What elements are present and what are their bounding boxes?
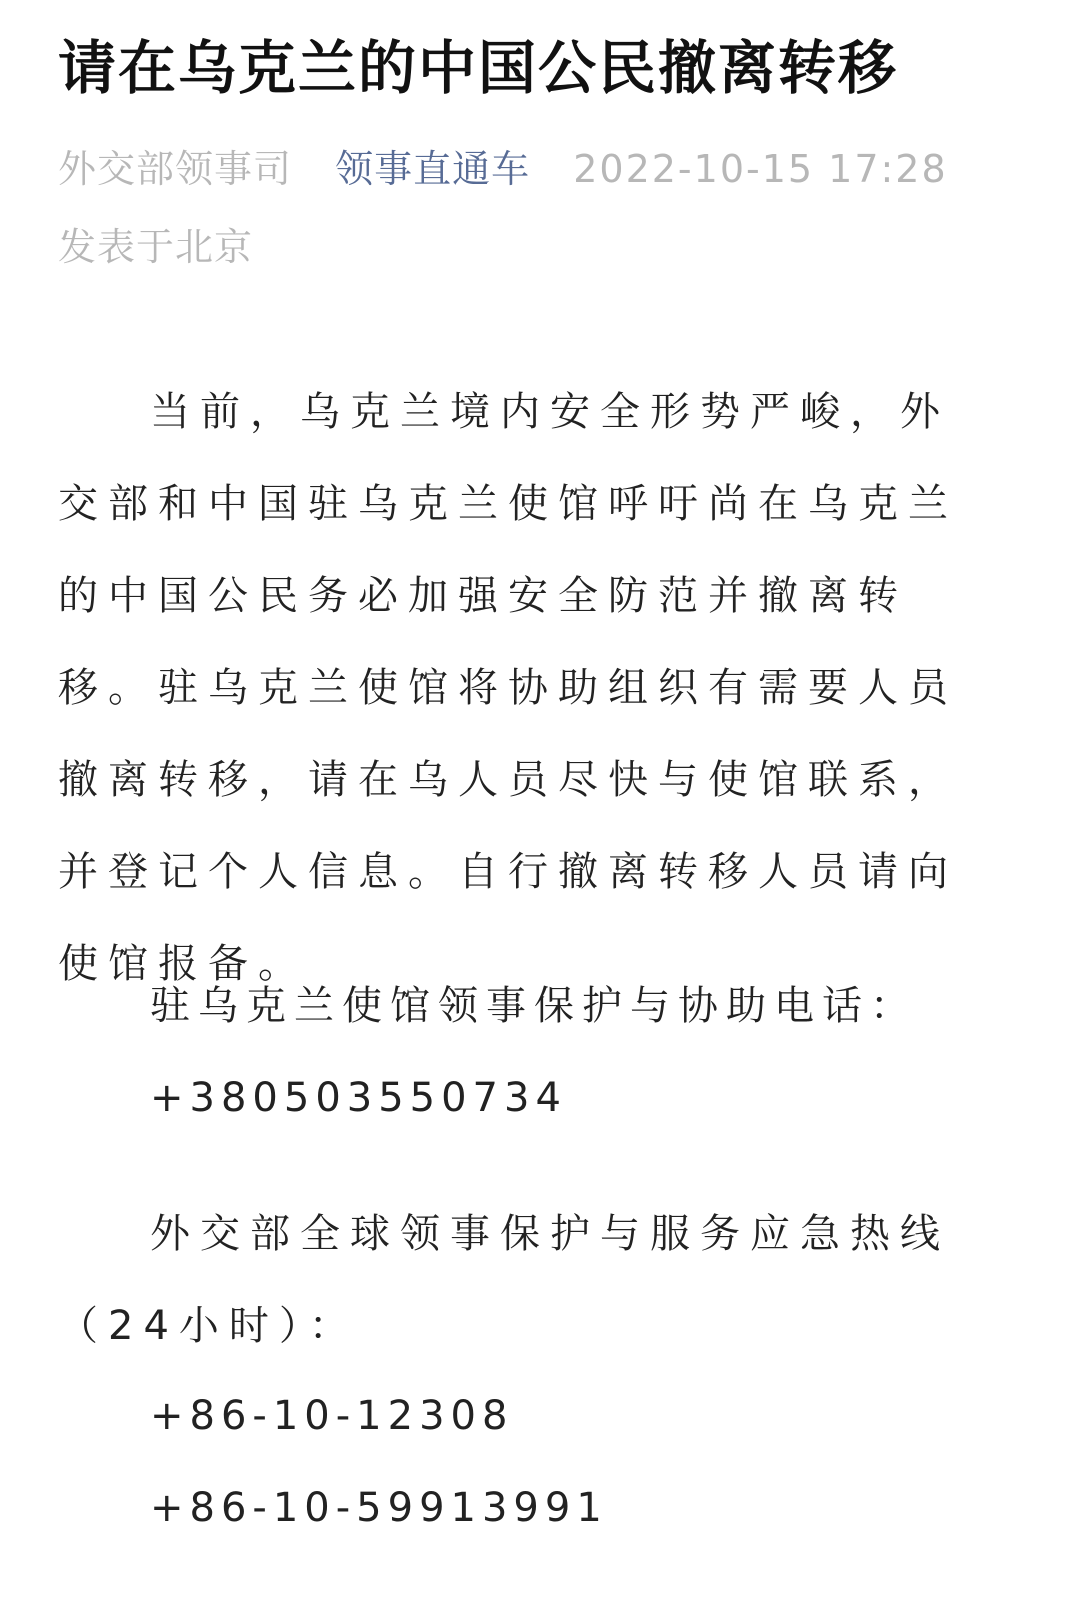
embassy-phone: +380503550734: [150, 1075, 567, 1121]
meta-line-primary: [58, 130, 998, 208]
hotline-phone: +86-10-12308: [150, 1393, 514, 1439]
article-title: 请在乌克兰的中国公民撤离转移: [58, 34, 899, 102]
publish-time: 2022-10-15 17:28: [573, 147, 948, 191]
article-meta: [58, 130, 998, 286]
account-link[interactable]: 领事直通车: [335, 147, 531, 191]
hotline-label: 外交部全球领事保护与服务应急热线（24小时）：: [58, 1211, 950, 1349]
publish-location: 发表于北京: [58, 225, 254, 269]
main-paragraph: 当前，乌克兰境内安全形势严峻，外交部和中国驻乌克兰使馆呼吁尚在乌克兰的中国公民务必加强安全防范并撤离转移。驻乌克兰使馆将协助组织有需要人员撤离转移，请在乌人员尽快与使馆联系，并登记个人信息。自行撤离转移人员请向使馆报备。: [58, 389, 958, 987]
meta-line-location: [58, 208, 998, 286]
source-name: 外交部领事司: [58, 147, 293, 191]
hotline-phone: +86-10-59913991: [150, 1485, 608, 1531]
embassy-contact-label: 驻乌克兰使馆领事保护与协助电话：: [150, 983, 918, 1029]
